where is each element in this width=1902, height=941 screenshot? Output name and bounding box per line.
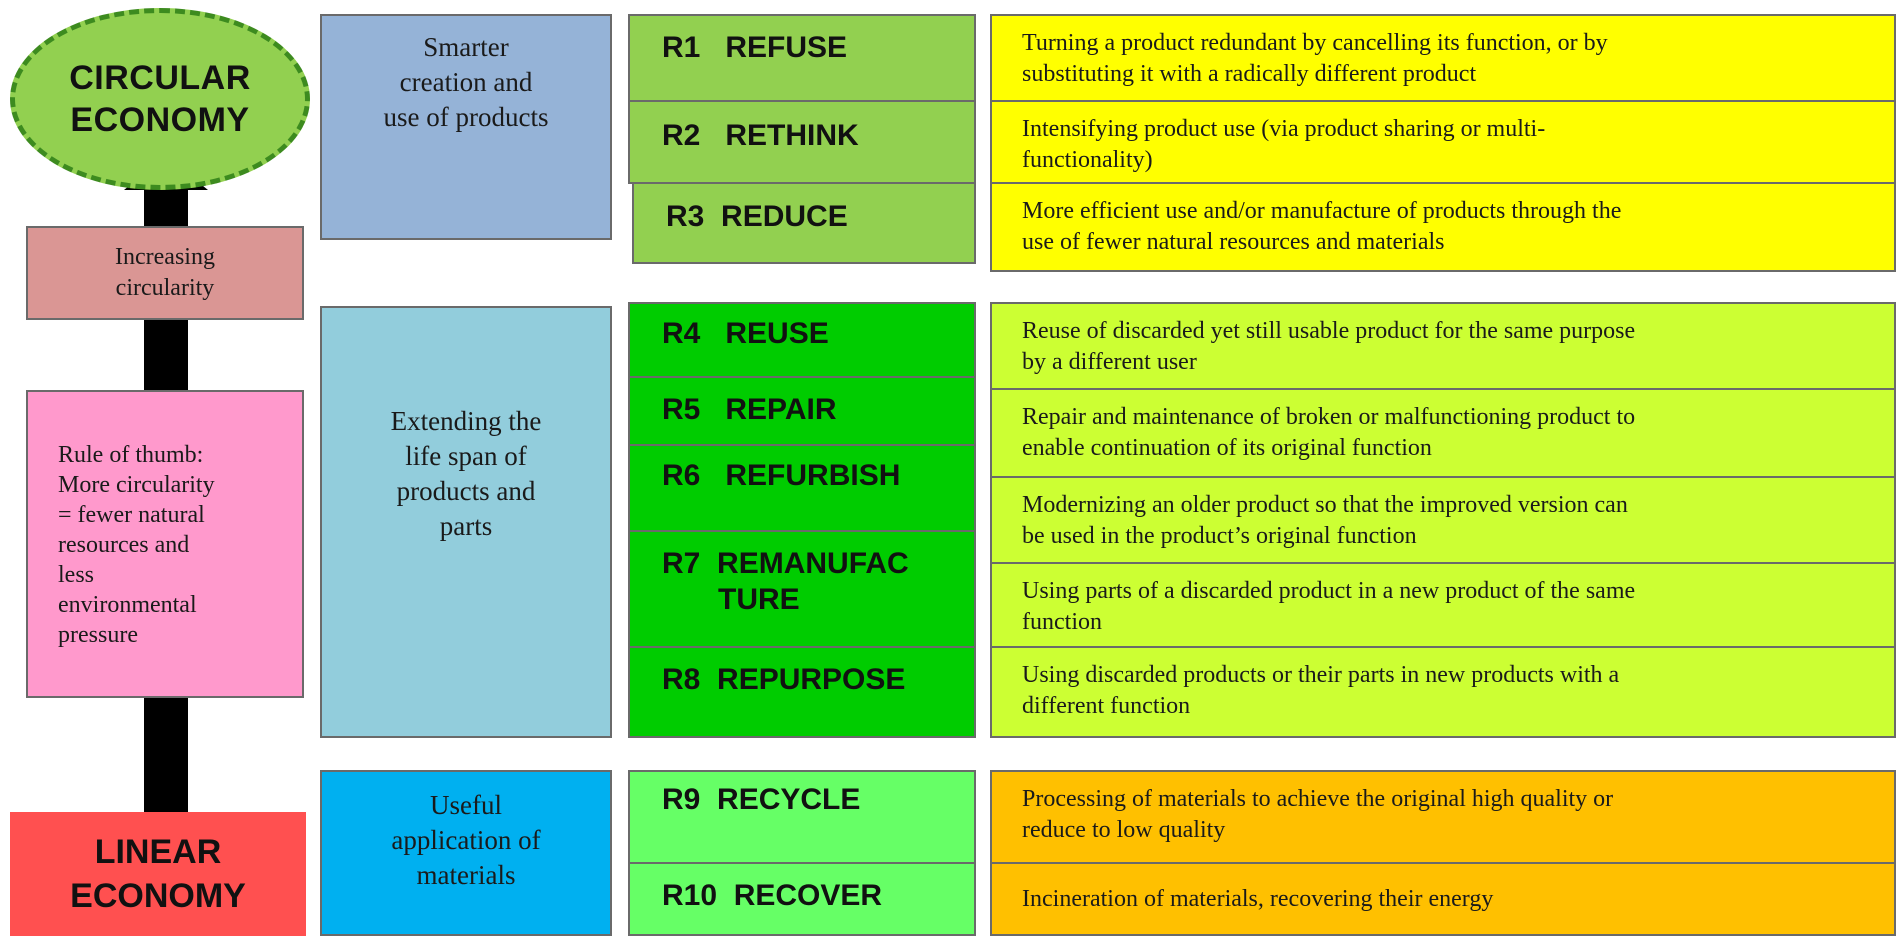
description-line: substituting it with a radically different product	[1022, 61, 1477, 87]
description-r8	[990, 646, 1896, 738]
strategy-name: RECOVER	[733, 879, 883, 912]
description-line: reduce to low quality	[1022, 817, 1226, 843]
description-line: Repair and maintenance of broken or malfunctioning product to	[1022, 404, 1636, 430]
description-r4	[990, 302, 1896, 390]
strategy-code: R2	[662, 119, 701, 152]
description-r1	[990, 14, 1896, 102]
strategy-r10	[628, 862, 976, 936]
linear-economy-line2: ECONOMY	[70, 877, 246, 915]
strategy-name: REMANUFAC	[717, 547, 909, 580]
description-r5	[990, 388, 1896, 478]
strategy-r1	[628, 14, 976, 102]
strategy-code: R4	[662, 317, 701, 350]
strategy-name: REPURPOSE	[717, 663, 906, 696]
category-line: Useful	[430, 790, 502, 820]
strategy-r4	[628, 302, 976, 378]
strategy-code: R10	[662, 879, 718, 912]
circular-economy-line1: CIRCULAR	[69, 59, 251, 97]
strategy-code: R7	[662, 547, 701, 580]
description-line: Modernizing an older product so that the improved version can	[1022, 492, 1628, 518]
description-line: Using discarded products or their parts in new products with a	[1022, 662, 1620, 688]
strategy-code: R3	[666, 200, 705, 233]
description-line: be used in the product’s original function	[1022, 523, 1417, 549]
description-line: Processing of materials to achieve the original high quality or	[1022, 786, 1614, 812]
linear-economy-line1: LINEAR	[94, 833, 222, 871]
description-line: Reuse of discarded yet still usable product for the same purpose	[1022, 318, 1636, 344]
description-line: enable continuation of its original function	[1022, 435, 1432, 461]
increasing-circularity-line2: circularity	[115, 275, 215, 301]
category-line: life span of	[405, 441, 527, 471]
strategy-code: R1	[662, 31, 701, 64]
strategy-r8	[628, 646, 976, 738]
rule-line: pressure	[58, 622, 138, 648]
rule-line: Rule of thumb:	[58, 442, 204, 468]
category-line: creation and	[399, 67, 533, 97]
description-line: Incineration of materials, recovering their energy	[1022, 886, 1494, 912]
category-line: Smarter	[423, 32, 509, 62]
description-r3	[990, 182, 1896, 272]
category-useful-application	[320, 770, 612, 936]
rule-line: environmental	[58, 592, 197, 618]
strategy-r5	[628, 376, 976, 446]
rule-line: less	[58, 562, 94, 588]
circular-economy-ellipse	[10, 8, 310, 190]
description-line: different function	[1022, 693, 1191, 719]
description-r6	[990, 476, 1896, 564]
strategy-code: R9	[662, 783, 701, 816]
rule-of-thumb-box	[26, 390, 304, 698]
strategy-code: R8	[662, 663, 701, 696]
strategy-name-continued: TURE	[718, 583, 800, 616]
strategy-name: REDUCE	[721, 200, 848, 233]
category-line: materials	[416, 860, 516, 890]
strategy-code: R5	[662, 393, 701, 426]
description-line: Intensifying product use (via product sharing or multi-	[1022, 116, 1546, 142]
description-r7	[990, 562, 1896, 648]
category-line: parts	[439, 511, 493, 541]
strategy-name: REFUSE	[725, 31, 848, 64]
strategy-r6	[628, 444, 976, 532]
strategy-name: REPAIR	[725, 393, 837, 426]
category-line: products and	[396, 476, 536, 506]
description-line: More efficient use and/or manufacture of products through the	[1022, 198, 1622, 224]
linear-economy-box	[10, 812, 306, 936]
strategy-code: R6	[662, 459, 701, 492]
description-r2	[990, 100, 1896, 184]
strategy-name: RETHINK	[725, 119, 859, 152]
description-line: by a different user	[1022, 349, 1197, 375]
category-line: application of	[391, 825, 541, 855]
description-line: function	[1022, 609, 1102, 635]
strategy-r9	[628, 770, 976, 864]
strategy-r7	[628, 530, 976, 648]
strategy-name: REFURBISH	[725, 459, 901, 492]
strategy-name: RECYCLE	[717, 783, 861, 816]
description-r10	[990, 862, 1896, 936]
increasing-circularity-line1: Increasing	[115, 244, 215, 270]
description-line: functionality)	[1022, 147, 1153, 173]
strategy-name: REUSE	[725, 317, 829, 350]
increasing-circularity-box	[26, 226, 304, 320]
description-r9	[990, 770, 1896, 864]
category-line: Extending the	[390, 406, 542, 436]
description-line: Using parts of a discarded product in a new product of the same	[1022, 578, 1636, 604]
rule-line: resources and	[58, 532, 190, 558]
rule-line: More circularity	[58, 472, 215, 498]
description-line: Turning a product redundant by cancelling its function, or by	[1022, 30, 1608, 56]
circular-economy-line2: ECONOMY	[70, 101, 250, 139]
rule-line: = fewer natural	[58, 502, 205, 528]
description-line: use of fewer natural resources and materials	[1022, 229, 1445, 255]
strategy-r2	[628, 100, 976, 184]
category-line: use of products	[383, 102, 549, 132]
category-extending-life-span	[320, 306, 612, 738]
category-smarter-creation	[320, 14, 612, 240]
strategy-r3	[632, 182, 976, 264]
